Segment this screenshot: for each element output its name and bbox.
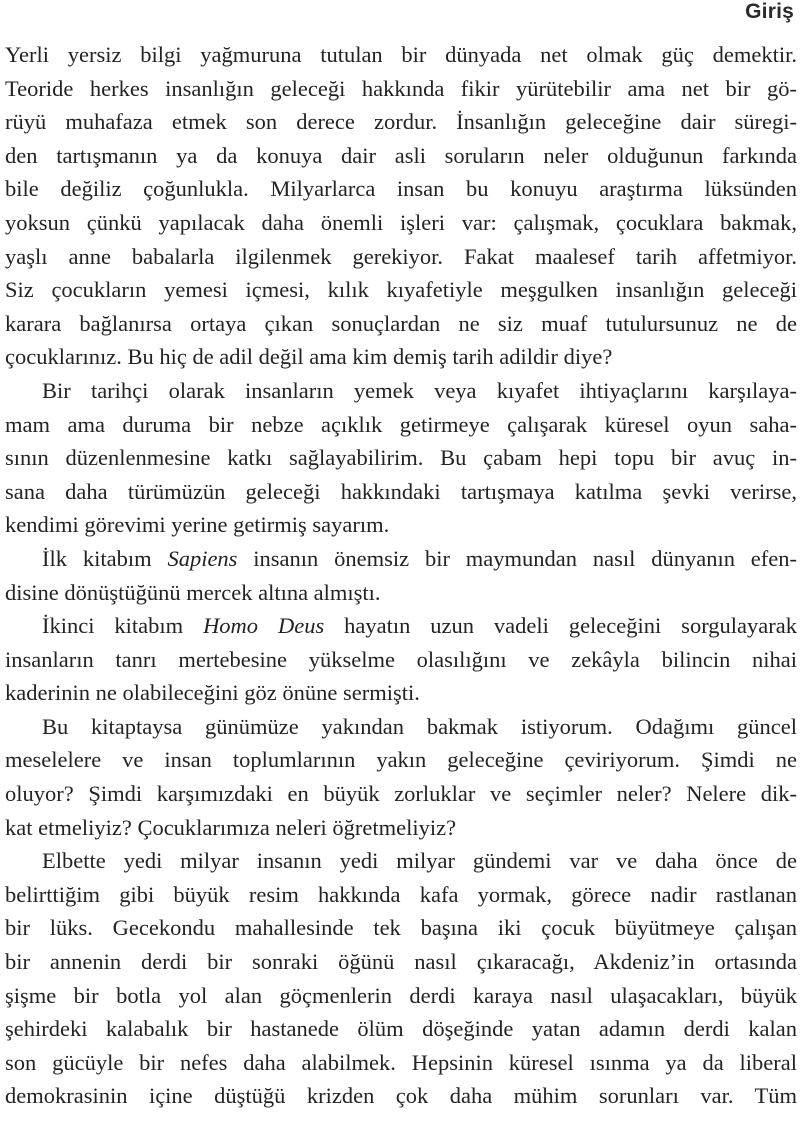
text-line: yoksun çünkü yapılacak daha önemli işleri var: çalışmak, çocuklara bakmak,: [5, 209, 797, 235]
text-line: den tartışmanın ya da konuya dair asli soruların neler olduğunun farkında: [5, 142, 797, 168]
paragraph-6: [5, 844, 797, 1113]
text-run: İkinci kitabım: [42, 613, 204, 639]
text-line: bile değiliz çoğunlukla. Milyarlarca insan bu konuyu araştırma lüksünden: [5, 176, 797, 202]
text-line: Bir tarihçi olarak insanların yemek veya kıyafet ihtiyaçlarını karşılaya-: [42, 377, 797, 403]
text-line: rüyü muhafaza etmek son derece zordur. İnsanlığın geleceğine dair süregi-: [5, 109, 797, 135]
text-line: bir lüks. Gecekondu mahallesinde tek başına iki çocuk büyütmeye çalışan: [5, 915, 797, 941]
text-line: bir annenin derdi bir sonraki öğünü nasıl çıkaracağı, Akdeniz’in ortasında: [5, 949, 797, 975]
text-line: yaşlı anne babalarla ilgilenmek gerekiyor. Fakat maalesef tarih affetmiyor.: [5, 243, 797, 269]
text-line: sana daha türümüzün geleceği hakkındaki tartışmaya katılma şevki verirse,: [5, 478, 797, 504]
text-line: Bu kitaptaysa günümüze yakından bakmak istiyorum. Odağımı güncel: [42, 713, 797, 739]
text-line: meselelere ve insan toplumlarının yakın geleceğine çeviriyorum. Şimdi ne: [5, 747, 797, 773]
text-line: son gücüyle bir nefes daha alabilmek. Hepsinin küresel ısınma ya da liberal: [5, 1049, 797, 1075]
paragraph-3: [5, 542, 797, 609]
text-line: disine dönüştüğünü mercek altına almıştı.: [5, 579, 381, 605]
text-line: Teoride herkes insanlığın geleceği hakkında fikir yürütebilir ama net bir gö-: [5, 75, 797, 101]
text-line: [5, 542, 797, 576]
text-line: oluyor? Şimdi karşımızdaki en büyük zorluklar ve seçimler neler? Nelere dik-: [5, 781, 797, 807]
text-line: Siz çocukların yemesi içmesi, kılık kıyafetiyle meşgulken insanlığın geleceği: [5, 277, 797, 303]
book-title-homo-deus: Homo Deus: [203, 613, 325, 639]
paragraph-2: [5, 374, 797, 542]
text-line: insanların tanrı mertebesine yükselme olasılığını ve zekâyla bilincin nihai: [5, 646, 797, 672]
text-run: insanın önemsiz bir maymundan nasıl dünyanın efen-: [237, 545, 797, 571]
text-run: hayatın uzun vadeli geleceğini sorgulayarak: [324, 613, 797, 639]
paragraph-1: [5, 38, 797, 374]
running-head-chapter-title: Giriş: [745, 0, 794, 23]
text-line: sının düzenlenmesine katkı sağlayabilirim. Bu çabam hepi topu bir avuç in-: [5, 445, 797, 471]
text-line: şehirdeki kalabalık bir hastanede ölüm döşeğinde yatan adamın derdi kalan: [5, 1016, 797, 1042]
text-line: Yerli yersiz bilgi yağmuruna tutulan bir dünyada net olmak güç demektir.: [5, 42, 797, 67]
text-line: [5, 609, 797, 643]
body-text: [5, 38, 797, 1113]
text-run: İlk kitabım: [42, 545, 168, 571]
text-line: çocuklarınız. Bu hiç de adil değil ama kim demiş tarih adildir diye?: [5, 344, 613, 370]
text-line: karara bağlanırsa ortaya çıkan sonuçlardan ne siz muaf tutulursunuz ne de: [5, 310, 797, 336]
paragraph-4: [5, 609, 797, 710]
text-line: belirttiğim gibi büyük resim hakkında kafa yormak, görece nadir rastlanan: [5, 881, 797, 907]
text-line: kat etmeliyiz? Çocuklarımıza neleri öğretmeliyiz?: [5, 814, 457, 840]
book-title-sapiens: Sapiens: [167, 545, 238, 571]
paragraph-5: [5, 710, 797, 844]
text-line: kendimi görevimi yerine getirmiş sayarım.: [5, 512, 390, 538]
text-line: kaderinin ne olabileceğini göz önüne sermişti.: [5, 680, 420, 706]
text-line: mam ama duruma bir nebze açıklık getirmeye çalışarak küresel oyun saha-: [5, 411, 797, 437]
text-line: demokrasinin içine düştüğü krizden çok daha mühim sorunları var. Tüm: [5, 1083, 797, 1109]
text-line: Elbette yedi milyar insanın yedi milyar gündemi var ve daha önce de: [42, 848, 797, 874]
text-line: şişme bir botla yol alan göçmenlerin derdi karaya nasıl ulaşacakları, büyük: [5, 982, 797, 1008]
